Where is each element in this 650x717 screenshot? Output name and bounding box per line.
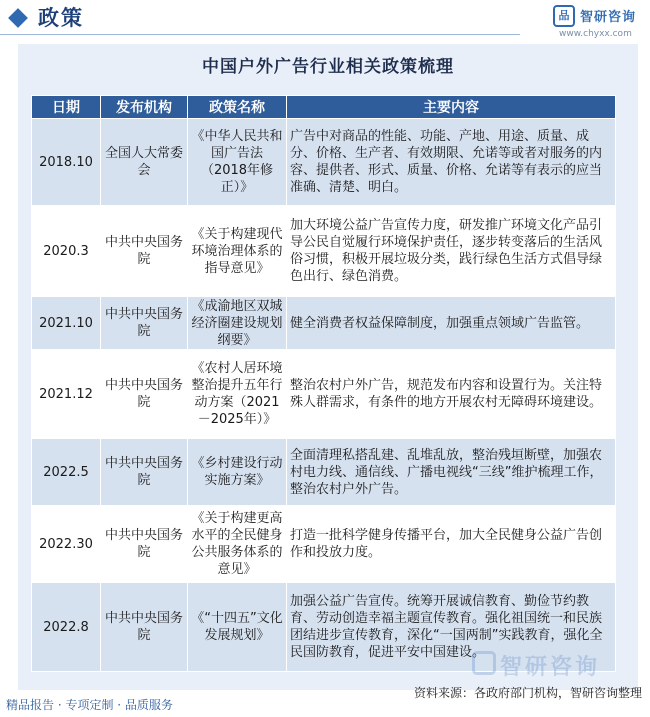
cell-date: 2021.10 bbox=[32, 297, 100, 349]
table-row bbox=[32, 439, 615, 505]
cell-date: 2022.8 bbox=[32, 583, 100, 671]
cell-org: 全国人大常委会 bbox=[101, 119, 187, 205]
column-header-name: 政策名称 bbox=[188, 96, 286, 118]
footer-tagline: 精品报告 · 专项定制 · 品质服务 bbox=[6, 698, 173, 712]
policy-table bbox=[31, 95, 616, 672]
table-row bbox=[32, 206, 615, 296]
watermark-text: 智研咨询 bbox=[500, 655, 601, 680]
cell-content: 全面清理私搭乱建、乱堆乱放，整治残垣断壁，加强农村电力线、通信线、广播电视线“三线”维护梳理工作，整治农村户外广告。 bbox=[287, 439, 615, 505]
cell-org: 中共中央国务院 bbox=[101, 506, 187, 582]
cell-date: 2022.5 bbox=[32, 439, 100, 505]
table-row bbox=[32, 350, 615, 438]
cell-policy-name: 《农村人居环境整治提升五年行动方案（2021－2025年）》 bbox=[188, 350, 286, 438]
cell-date: 2022.30 bbox=[32, 506, 100, 582]
cell-content: 加大环境公益广告宣传力度，研发推广环境文化产品引导公民自觉履行环境保护责任，逐步转变落后的生活风俗习惯，积极开展垃圾分类，践行绿色生活方式倡导绿色出行、绿色消费。 bbox=[287, 206, 615, 296]
source-note: 资料来源：各政府部门机构，智研咨询整理 bbox=[413, 686, 642, 700]
section-title: 政策 bbox=[38, 6, 84, 30]
cell-org: 中共中央国务院 bbox=[101, 297, 187, 349]
cell-content: 加强公益广告宣传。统筹开展诚信教育、勤俭节约教育、劳动创造幸福主题宣传教育。强化祖国统一和民族团结进步宣传教育，深化“一国两制”实践教育，强化全民国防教育，促进平安中国建设。 bbox=[287, 583, 615, 671]
table-row bbox=[32, 297, 615, 349]
cell-org: 中共中央国务院 bbox=[101, 583, 187, 671]
watermark-logo-icon bbox=[472, 651, 496, 675]
cell-policy-name: 《成渝地区双城经济圈建设规划纲要》 bbox=[188, 297, 286, 349]
cell-content: 广告中对商品的性能、功能、产地、用途、质量、成分、价格、生产者、有效期限、允诺等或者对服务的内容、提供者、形式、质量、价格、允诺等有表示的应当准确、清楚、明白。 bbox=[287, 119, 615, 205]
cell-date: 2018.10 bbox=[32, 119, 100, 205]
logo-icon: 品 bbox=[553, 5, 575, 27]
diamond-icon bbox=[8, 8, 28, 28]
cell-org: 中共中央国务院 bbox=[101, 439, 187, 505]
cell-content: 健全消费者权益保障制度，加强重点领域广告监管。 bbox=[287, 297, 615, 349]
cell-date: 2021.12 bbox=[32, 350, 100, 438]
logo-name: 智研咨询 bbox=[580, 10, 637, 25]
cell-policy-name: 《关于构建现代环境治理体系的指导意见》 bbox=[188, 206, 286, 296]
column-header-date: 日期 bbox=[32, 96, 100, 118]
cell-org: 中共中央国务院 bbox=[101, 350, 187, 438]
cell-policy-name: 《“十四五”文化发展规划》 bbox=[188, 583, 286, 671]
table-header-row bbox=[32, 96, 615, 118]
table-row bbox=[32, 119, 615, 205]
cell-policy-name: 《乡村建设行动实施方案》 bbox=[188, 439, 286, 505]
header-divider bbox=[0, 34, 520, 35]
cell-date: 2020.3 bbox=[32, 206, 100, 296]
logo-url: www.chyxx.com bbox=[559, 29, 632, 39]
brand-logo bbox=[553, 5, 649, 43]
table-row bbox=[32, 506, 615, 582]
table-title: 中国户外广告行业相关政策梳理 bbox=[202, 57, 454, 77]
cell-org: 中共中央国务院 bbox=[101, 206, 187, 296]
cell-content: 打造一批科学健身传播平台，加大全民健身公益广告创作和投放力度。 bbox=[287, 506, 615, 582]
cell-policy-name: 《关于构建更高水平的全民健身公共服务体系的意见》 bbox=[188, 506, 286, 582]
column-header-content: 主要内容 bbox=[287, 96, 615, 118]
cell-policy-name: 《中华人民共和国广告法（2018年修正）》 bbox=[188, 119, 286, 205]
page-header bbox=[0, 0, 650, 44]
cell-content: 整治农村户外广告，规范发布内容和设置行为。关注特殊人群需求，有条件的地方开展农村无障碍环境建设。 bbox=[287, 350, 615, 438]
column-header-org: 发布机构 bbox=[101, 96, 187, 118]
